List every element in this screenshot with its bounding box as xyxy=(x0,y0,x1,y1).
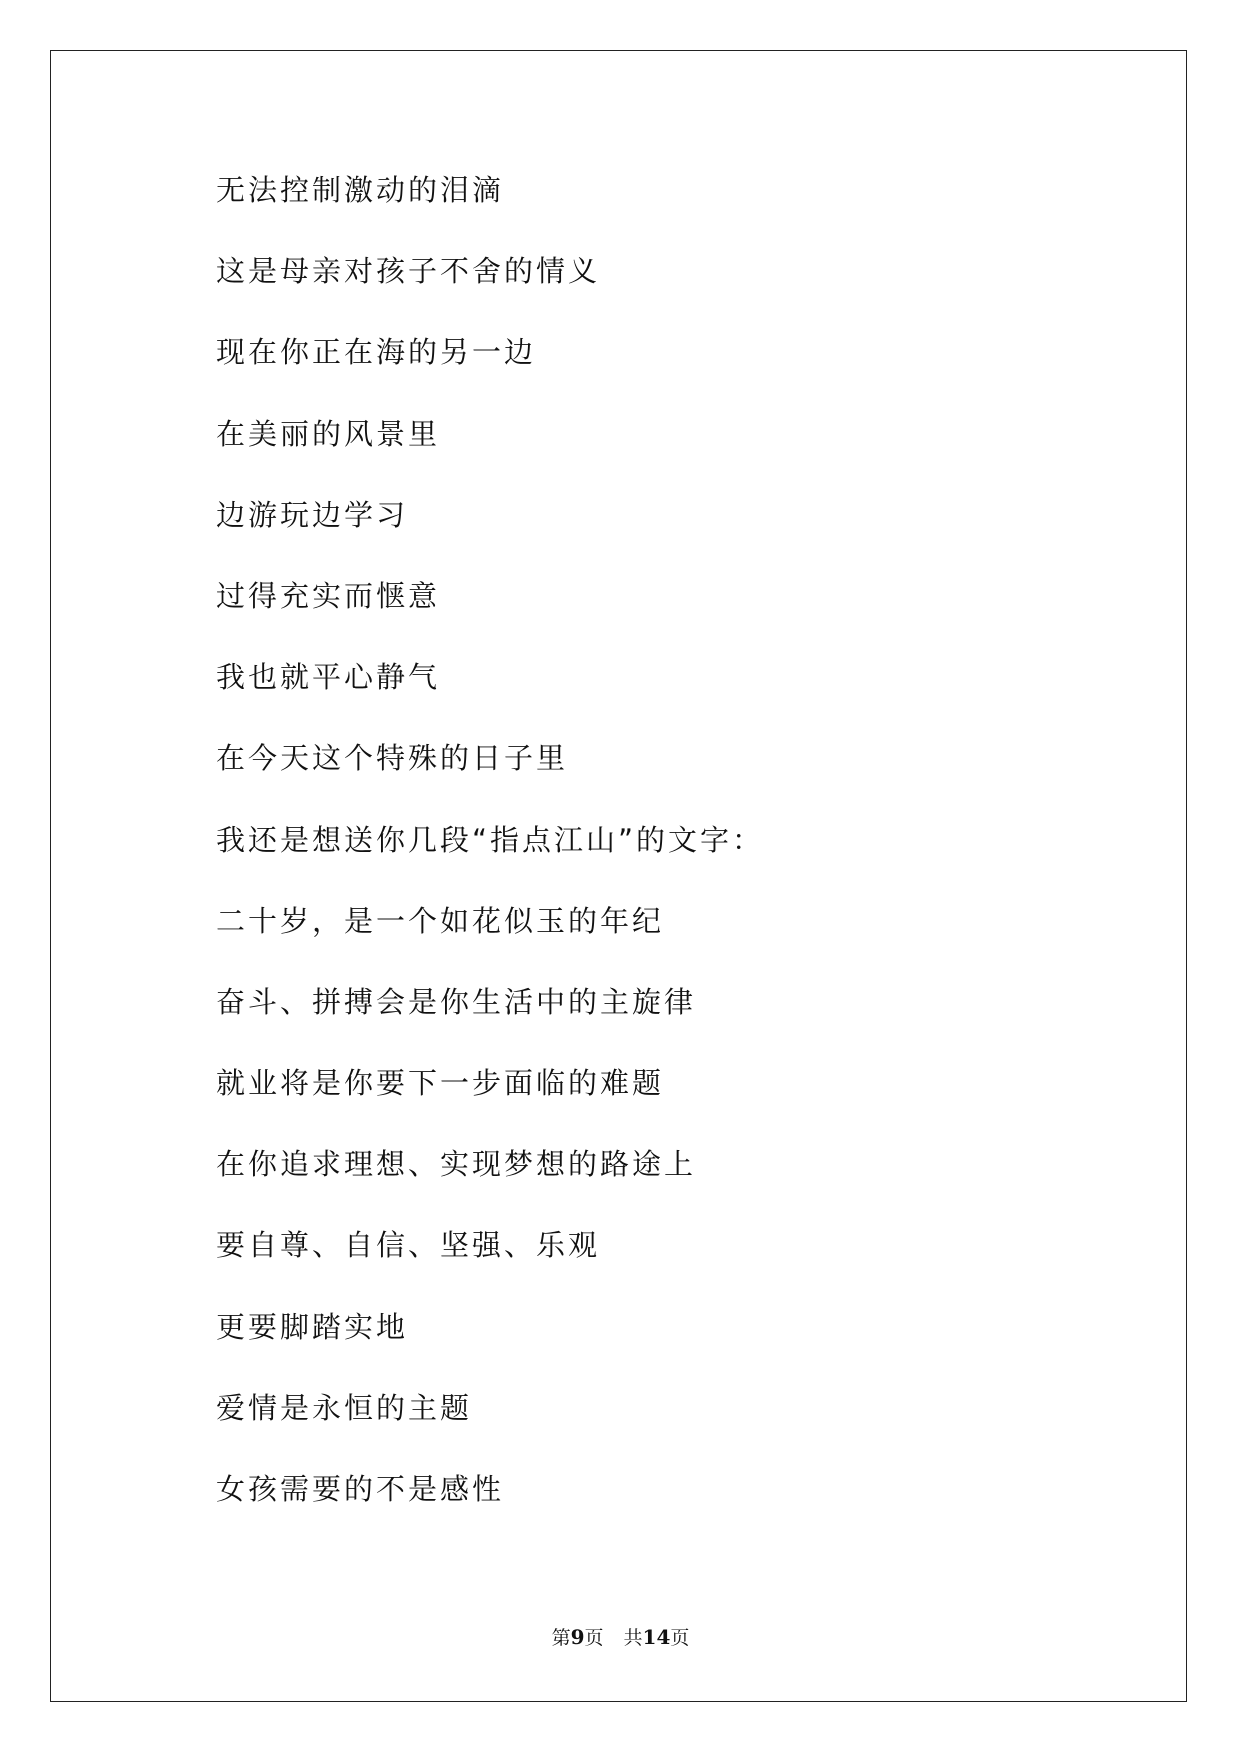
body-line: 我还是想送你几段“指点江山”的文字： xyxy=(216,822,765,857)
body-line: 无法控制激动的泪滴 xyxy=(216,173,505,207)
body-line: 我也就平心静气 xyxy=(216,660,441,695)
body-line: 要自尊、自信、坚强、乐观 xyxy=(216,1228,601,1263)
total-prefix: 共 xyxy=(623,1627,643,1649)
document-body xyxy=(216,170,764,1550)
body-line: 在美丽的风景里 xyxy=(216,416,441,451)
body-line: 奋斗、拼搏会是你生活中的主旋律 xyxy=(216,984,697,1019)
body-line: 爱情是永恒的主题 xyxy=(216,1390,473,1425)
page-suffix: 页 xyxy=(584,1627,604,1649)
page-footer xyxy=(0,1623,1241,1650)
total-suffix: 页 xyxy=(670,1627,690,1649)
page-prefix: 第 xyxy=(551,1627,571,1649)
body-line: 在你追求理想、实现梦想的路途上 xyxy=(216,1147,697,1182)
body-line: 过得充实而惬意 xyxy=(216,578,441,613)
body-line: 这是母亲对孩子不舍的情义 xyxy=(216,254,601,289)
body-line: 女孩需要的不是感性 xyxy=(216,1472,505,1506)
total-pages: 14 xyxy=(642,1625,671,1649)
page-number: 9 xyxy=(570,1625,585,1649)
body-line: 二十岁，是一个如花似玉的年纪 xyxy=(216,903,665,938)
body-line: 边游玩边学习 xyxy=(216,497,409,532)
body-line: 就业将是你要下一步面临的难题 xyxy=(216,1066,665,1101)
body-line: 在今天这个特殊的日子里 xyxy=(216,741,569,776)
body-line: 现在你正在海的另一边 xyxy=(216,335,537,370)
body-line: 更要脚踏实地 xyxy=(216,1309,409,1344)
